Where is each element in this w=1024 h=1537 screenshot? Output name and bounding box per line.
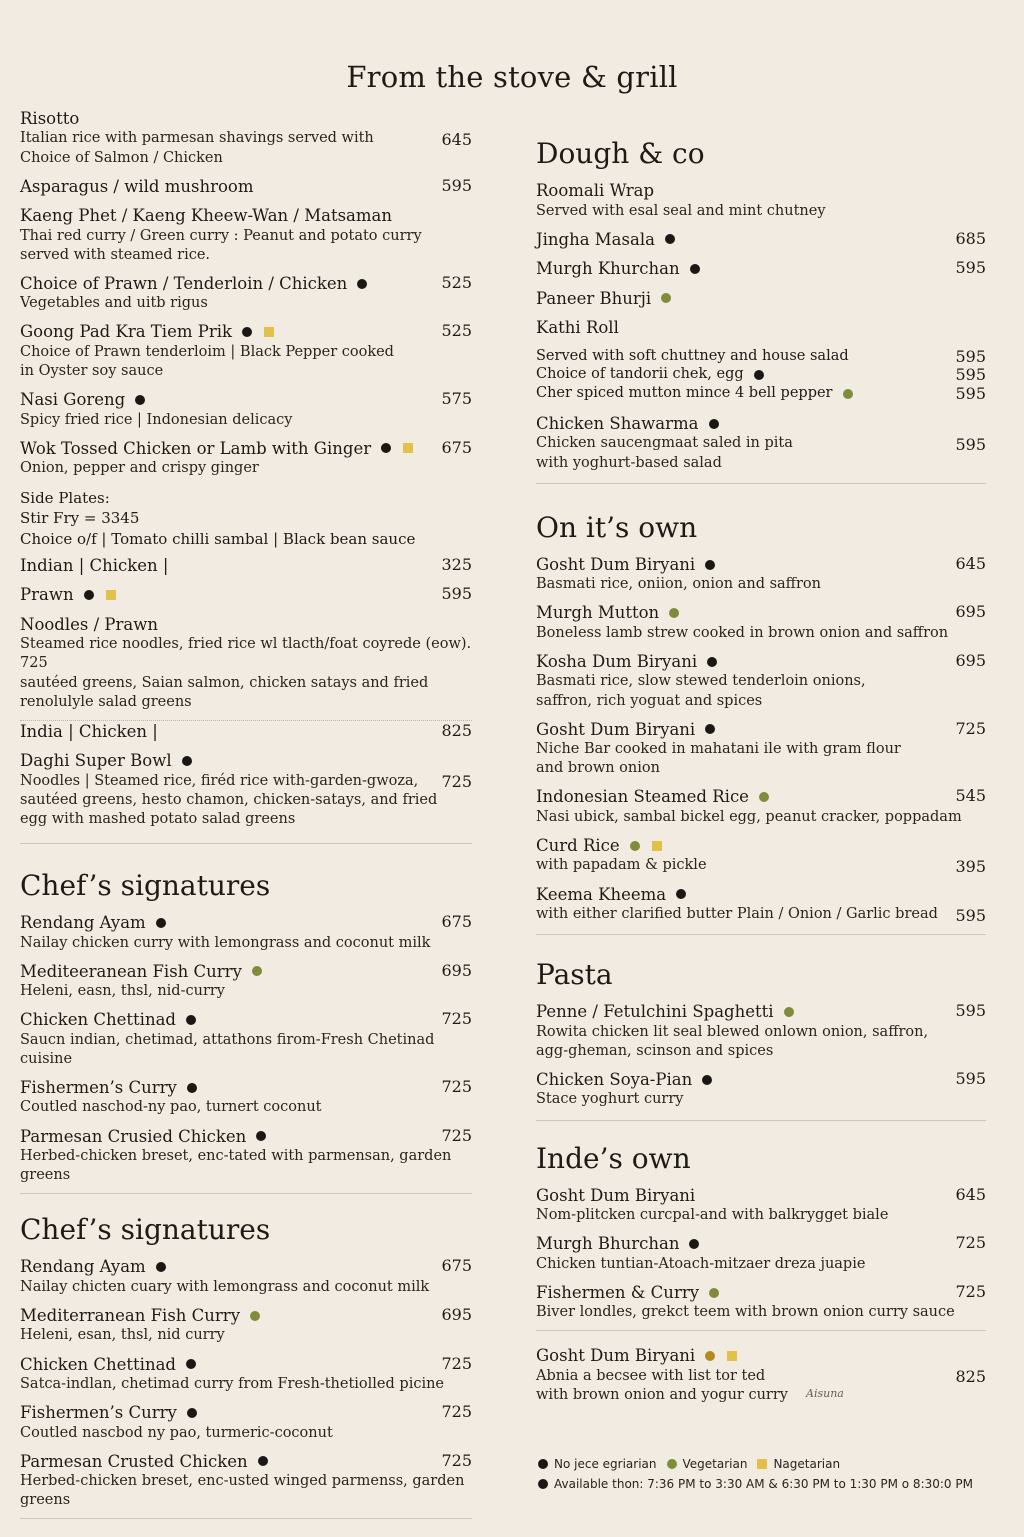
veg-dot-icon bbox=[252, 966, 262, 976]
indes-own-list bbox=[536, 1185, 986, 1323]
item-price: 725 bbox=[955, 718, 986, 738]
option-text: Choice of tandorii chek, egg bbox=[536, 366, 744, 383]
item-name: Wok Tossed Chicken or Lamb with Ginger bbox=[20, 438, 372, 458]
veg-dot-icon bbox=[784, 1007, 794, 1017]
menu-item bbox=[20, 273, 472, 314]
menu-item bbox=[20, 1009, 472, 1069]
item-price: 325 bbox=[441, 554, 472, 574]
menu-item bbox=[536, 554, 986, 595]
item-name: Gosht Dum Biryani bbox=[536, 1346, 696, 1366]
veg-dot-icon bbox=[630, 841, 640, 851]
item-name: Rendang Ayam bbox=[20, 1257, 146, 1277]
menu-item bbox=[20, 205, 472, 265]
square-marker-icon bbox=[727, 1351, 737, 1361]
item-name: Asparagus / wild mushroom bbox=[20, 176, 254, 196]
item-description: Biver londles, grekct teem with brown onion curry sauce bbox=[536, 1304, 955, 1321]
menu-item bbox=[536, 651, 986, 711]
section-title-dough-co: Dough & co bbox=[536, 137, 705, 170]
section-title-chefs-signatures-2: Chef’s signatures bbox=[20, 1213, 271, 1247]
option-line bbox=[536, 384, 986, 403]
item-name: Noodles / Prawn bbox=[20, 614, 159, 634]
option-price: 595 bbox=[955, 384, 986, 404]
non-veg-dot-icon bbox=[186, 1359, 196, 1369]
non-veg-dot-icon bbox=[689, 1239, 699, 1249]
item-description: Basmati rice, oniion, onion and saffron bbox=[536, 576, 821, 593]
option-text: Served with soft chuttney and house salad bbox=[536, 347, 849, 364]
menu-item bbox=[20, 1451, 472, 1511]
menu-item bbox=[20, 555, 472, 576]
item-description: Nasi ubick, sambal bickel egg, peanut cracker, poppadam bbox=[536, 808, 962, 825]
square-marker-icon bbox=[264, 327, 274, 337]
non-veg-dot-icon bbox=[242, 327, 252, 337]
menu-item bbox=[536, 719, 986, 779]
legend-key-row bbox=[538, 1457, 1008, 1471]
option-text: Cher spiced mutton mince 4 bell pepper bbox=[536, 385, 833, 402]
menu-item bbox=[20, 176, 472, 197]
item-description: Nom-plitcken curcpal-and with balkrygget biale bbox=[536, 1207, 889, 1224]
kathi-roll-options bbox=[536, 347, 986, 404]
item-price: 675 bbox=[441, 437, 472, 457]
menu-item bbox=[536, 258, 986, 279]
divider bbox=[20, 1193, 472, 1194]
item-price: 645 bbox=[955, 553, 986, 573]
item-description: Satca-indlan, chetimad curry from Fresh-thetiolled picine bbox=[20, 1376, 445, 1392]
item-name: Penne / Fetulchini Spaghetti bbox=[536, 1002, 774, 1022]
side-plates-line1: Stir Fry = 3345 bbox=[20, 509, 140, 528]
item-name: Indian | Chicken | bbox=[20, 555, 169, 575]
non-veg-dot-icon bbox=[705, 560, 715, 570]
item-name: Parmesan Crusted Chicken bbox=[20, 1451, 248, 1471]
veg-dot-icon bbox=[250, 1311, 260, 1321]
menu-item bbox=[20, 961, 472, 1002]
item-description: Herbed-chicken breset, enc-tated with parmensan, garden greens bbox=[20, 1148, 452, 1184]
item-price: 725 bbox=[441, 1450, 472, 1470]
option-price: 595 bbox=[955, 346, 986, 366]
item-price: 645 bbox=[441, 130, 472, 149]
item-name: Kathi Roll bbox=[536, 318, 619, 338]
divider bbox=[536, 483, 986, 484]
chefs-signatures-list-2 bbox=[20, 1256, 472, 1510]
item-name: Kosha Dum Biryani bbox=[536, 652, 698, 672]
item-description: Coutled naschod-ny pao, turnert coconut bbox=[20, 1099, 322, 1116]
mustard-dot-icon bbox=[705, 1351, 715, 1361]
item-price: 595 bbox=[955, 435, 986, 455]
non-veg-dot-icon bbox=[707, 657, 717, 667]
dough-co-list-after bbox=[536, 413, 986, 473]
item-name: Chicken Chettinad bbox=[20, 1010, 176, 1030]
square-marker-icon bbox=[106, 590, 116, 600]
non-veg-dot-icon bbox=[187, 1083, 197, 1093]
item-price: 695 bbox=[955, 602, 986, 622]
non-veg-dot-icon bbox=[357, 279, 367, 289]
item-description: Rowita chicken lit seal blewed onlown onion, saffron, agg-gheman, scinson and spices bbox=[536, 1023, 929, 1059]
veg-dot-icon bbox=[759, 792, 769, 802]
non-veg-dot-icon bbox=[84, 590, 94, 600]
menu-item bbox=[20, 912, 472, 953]
legend-veg-label: Vegetarian bbox=[682, 1457, 748, 1471]
legend-hours: Available thon: 7:36 PM to 3:30 AM & 6:30 PM to 1:30 PM o 8:30:0 PM bbox=[554, 1477, 973, 1491]
menu-item bbox=[20, 720, 472, 742]
square-marker-icon bbox=[652, 841, 662, 851]
non-veg-dot-icon bbox=[665, 234, 675, 244]
item-description: Saucn indian, chetimad, attathons firom-Fresh Chetinad cuisine bbox=[20, 1031, 435, 1067]
menu-item bbox=[20, 1126, 472, 1186]
menu-item bbox=[536, 835, 986, 876]
item-name: Roomali Wrap bbox=[536, 181, 655, 201]
non-veg-dot-icon bbox=[676, 889, 686, 899]
page-title: From the stove & grill bbox=[346, 60, 678, 94]
clock-dot-icon bbox=[538, 1479, 548, 1489]
item-price: 725 bbox=[441, 1353, 472, 1373]
item-description: Heleni, easn, thsl, nid-curry bbox=[20, 983, 225, 1000]
item-name: Parmesan Crusied Chicken bbox=[20, 1126, 247, 1146]
item-name: Fishermen’s Curry bbox=[20, 1078, 177, 1097]
item-description: Noodles | Steamed rice, firéd rice with-garden-gwoza, sautéed greens, hesto chamon, chicken-satays, and fried egg with mashed potato salad greens bbox=[20, 772, 438, 827]
divider bbox=[536, 1120, 986, 1121]
non-veg-dot-icon bbox=[156, 918, 166, 928]
menu-item bbox=[20, 438, 472, 479]
item-name: Rendang Ayam bbox=[20, 913, 146, 933]
option-line bbox=[536, 365, 986, 384]
pasta-list bbox=[536, 1001, 986, 1109]
item-name: Fishermen & Curry bbox=[536, 1282, 700, 1302]
item-name: Murgh Mutton bbox=[536, 603, 660, 623]
side-plates-line2: Choice o/f | Tomato chilli sambal | Black bean sauce bbox=[20, 529, 416, 548]
legend-sq-label: Nagetarian bbox=[773, 1457, 841, 1471]
veg-dot-icon bbox=[843, 389, 853, 399]
item-price: 595 bbox=[955, 1068, 986, 1088]
item-price: 695 bbox=[441, 1305, 472, 1324]
item-price: 725 bbox=[441, 1402, 472, 1422]
item-price: 525 bbox=[441, 321, 472, 341]
item-name: Chicken Soya-Pian bbox=[536, 1069, 693, 1089]
non-veg-dot-icon bbox=[754, 370, 764, 380]
item-name: Gosht Dum Biryani bbox=[536, 554, 696, 574]
item-price: 725 bbox=[955, 1281, 986, 1301]
item-price: 595 bbox=[955, 258, 986, 278]
item-name: Goong Pad Kra Tiem Prik bbox=[20, 322, 232, 342]
item-description: Served with esal seal and mint chutney bbox=[536, 202, 826, 219]
section-title-on-its-own: On it’s own bbox=[536, 510, 698, 544]
menu-item bbox=[536, 884, 986, 925]
stove-grill-items-1 bbox=[20, 108, 472, 478]
non-veg-dot-icon bbox=[256, 1131, 266, 1141]
item-price: 685 bbox=[955, 228, 986, 248]
item-name: Fishermen’s Curry bbox=[20, 1403, 177, 1423]
item-description: Chicken saucengmaat saled in pita with yoghurt-based salad bbox=[536, 435, 793, 471]
menu-item bbox=[20, 321, 472, 381]
item-price: 545 bbox=[955, 786, 986, 806]
item-name: Risotto bbox=[20, 109, 80, 128]
item-name: Gosht Dum Biryani bbox=[536, 1185, 696, 1205]
non-veg-dot-icon bbox=[538, 1459, 548, 1469]
item-price: 595 bbox=[441, 175, 472, 195]
divider bbox=[536, 1330, 986, 1331]
item-name: Daghi Super Bowl bbox=[20, 751, 172, 771]
item-name: Chicken Shawarma bbox=[536, 414, 699, 434]
non-veg-dot-icon bbox=[690, 264, 700, 274]
item-description: Choice of Prawn tenderloim | Black Pepper cooked in Oyster soy sauce bbox=[20, 343, 394, 379]
item-description: with either clarified butter Plain / Onion / Garlic bread bbox=[536, 905, 938, 922]
item-price: 595 bbox=[955, 1001, 986, 1021]
menu-item bbox=[536, 317, 986, 338]
square-marker-icon bbox=[403, 443, 413, 453]
veg-dot-icon bbox=[709, 1288, 719, 1298]
menu-item bbox=[536, 1233, 986, 1274]
item-price: 525 bbox=[441, 272, 472, 292]
chefs-signatures-list-1 bbox=[20, 912, 472, 1185]
item-description: Italian rice with parmesan shavings served with Choice of Salmon / Chicken bbox=[20, 130, 374, 166]
side-plates-heading: Side Plates: bbox=[20, 489, 110, 508]
item-description: Niche Bar cooked in mahatani ile with gram flour and brown onion bbox=[536, 741, 901, 777]
item-name: Jingha Masala bbox=[536, 229, 655, 249]
divider bbox=[20, 843, 472, 844]
item-name: Curd Rice bbox=[536, 835, 620, 855]
menu-item bbox=[536, 413, 986, 473]
veg-dot-icon bbox=[667, 1459, 677, 1469]
item-price: 575 bbox=[441, 389, 472, 409]
menu-item bbox=[536, 288, 986, 309]
non-veg-dot-icon bbox=[381, 443, 391, 453]
item-name: Nasi Goreng bbox=[20, 390, 126, 410]
item-price: 395 bbox=[955, 856, 986, 876]
menu-item bbox=[20, 1256, 472, 1297]
non-veg-dot-icon bbox=[186, 1015, 196, 1025]
item-name: Chicken Chettinad bbox=[20, 1354, 176, 1374]
non-veg-dot-icon bbox=[702, 1075, 712, 1085]
legend bbox=[538, 1457, 1008, 1497]
menu-item bbox=[20, 1305, 472, 1346]
menu-item bbox=[20, 614, 472, 712]
divider bbox=[20, 1518, 472, 1519]
menu-item bbox=[20, 584, 472, 605]
item-price: 825 bbox=[955, 1367, 986, 1387]
non-veg-dot-icon bbox=[258, 1456, 268, 1466]
item-name: Mediteeranean Fish Curry bbox=[20, 961, 242, 981]
dough-co-list bbox=[536, 180, 986, 338]
non-veg-dot-icon bbox=[156, 1262, 166, 1272]
item-name: Murgh Bhurchan bbox=[536, 1234, 680, 1254]
item-description: with papadam & pickle bbox=[536, 857, 707, 874]
menu-item bbox=[536, 1069, 986, 1110]
non-veg-dot-icon bbox=[182, 756, 192, 766]
right-column bbox=[536, 138, 986, 1413]
menu-item bbox=[536, 1282, 986, 1323]
menu-item bbox=[536, 229, 986, 250]
item-description: Nailay chicken curry with lemongrass and coconut milk bbox=[20, 934, 431, 951]
item-description: Basmati rice, slow stewed tenderloin onions, saffron, rich yoguat and spices bbox=[536, 673, 866, 709]
item-name: Prawn bbox=[20, 585, 74, 605]
item-name: Murgh Khurchan bbox=[536, 259, 680, 279]
item-description: Chicken tuntian-Atoach-mitzaer dreza juapie bbox=[536, 1255, 866, 1272]
menu-item bbox=[20, 389, 472, 430]
item-name: Paneer Bhurji bbox=[536, 288, 652, 308]
divider bbox=[536, 934, 986, 935]
menu-item bbox=[536, 1185, 986, 1226]
item-description: Stace yoghurt curry bbox=[536, 1091, 684, 1108]
item-name: Choice of Prawn / Tenderloin / Chicken bbox=[20, 273, 348, 293]
menu-item bbox=[536, 1001, 986, 1061]
item-description: Nailay chicten cuary with lemongrass and coconut milk bbox=[20, 1278, 430, 1295]
item-name: Kaeng Phet / Kaeng Kheew-Wan / Matsaman bbox=[20, 206, 392, 226]
item-name: India | Chicken | bbox=[20, 721, 158, 741]
item-description: Abnia a becsee with list tor ted with brown onion and yogur curry bbox=[536, 1367, 788, 1403]
menu-item bbox=[20, 1402, 472, 1443]
item-price: 675 bbox=[441, 912, 472, 932]
non-veg-dot-icon bbox=[705, 724, 715, 734]
item-price: 825 bbox=[441, 720, 472, 740]
non-veg-dot-icon bbox=[187, 1408, 197, 1418]
item-price: 725 bbox=[441, 1077, 472, 1096]
item-name: Mediterranean Fish Curry bbox=[20, 1306, 241, 1325]
item-description: Thai red curry / Green curry : Peanut and potato curry served with steamed rice. bbox=[20, 227, 422, 263]
section-title-indes-own: Inde’s own bbox=[536, 1141, 691, 1175]
menu-item bbox=[20, 1354, 472, 1395]
menu-item bbox=[20, 750, 472, 829]
item-price: 725 bbox=[955, 1233, 986, 1253]
item-name: Gosht Dum Biryani bbox=[536, 719, 696, 739]
item-price: 695 bbox=[441, 960, 472, 980]
option-line bbox=[536, 347, 986, 366]
option-price: 595 bbox=[955, 365, 986, 385]
item-description: Herbed-chicken breset, enc-usted winged parmenss, garden greens bbox=[20, 1473, 465, 1509]
item-description: Onion, pepper and crispy ginger bbox=[20, 460, 259, 477]
left-column bbox=[20, 108, 472, 1537]
item-price: 595 bbox=[441, 584, 472, 604]
menu-item bbox=[536, 786, 986, 827]
item-description: Spicy fried rice | Indonesian delicacy bbox=[20, 411, 293, 428]
section-title-chefs-signatures-1: Chef’s signatures bbox=[20, 869, 271, 902]
on-its-own-list bbox=[536, 554, 986, 924]
item-name: Keema Kheema bbox=[536, 884, 667, 904]
legend-hours-row bbox=[538, 1477, 1008, 1491]
item-description: Heleni, esan, thsl, nid curry bbox=[20, 1327, 225, 1344]
item-price: 725 bbox=[441, 772, 472, 792]
non-veg-dot-icon bbox=[135, 395, 145, 405]
item-note: Aisuna bbox=[806, 1387, 844, 1401]
non-veg-dot-icon bbox=[709, 419, 719, 429]
stove-grill-items-2 bbox=[20, 555, 472, 829]
menu-item-gosht-dum-biryani-special bbox=[536, 1345, 986, 1405]
item-price: 645 bbox=[955, 1184, 986, 1204]
item-name: Indonesian Steamed Rice bbox=[536, 787, 749, 807]
side-plates bbox=[20, 488, 472, 549]
item-description: Boneless lamb strew cooked in brown onion and saffron bbox=[536, 624, 949, 641]
item-price: 725 bbox=[441, 1009, 472, 1029]
menu-item bbox=[20, 1077, 472, 1118]
item-price: 675 bbox=[441, 1256, 472, 1276]
menu-item bbox=[536, 180, 986, 221]
menu-item bbox=[20, 108, 472, 168]
item-description: Steamed rice noodles, fried rice wl tlacth/foat coyrede (eow). 725 sautéed greens, Saian salmon, chicken satays and fried renolulyle salad greens bbox=[20, 636, 472, 710]
veg-dot-icon bbox=[669, 608, 679, 618]
menu-item bbox=[536, 602, 986, 643]
item-price: 695 bbox=[955, 651, 986, 671]
legend-nonveg-label: No jece egriarian bbox=[554, 1457, 657, 1471]
square-marker-icon bbox=[757, 1459, 767, 1469]
veg-dot-icon bbox=[661, 293, 671, 303]
item-description: Coutled nascbod ny pao, turmeric-coconut bbox=[20, 1424, 333, 1441]
item-price: 595 bbox=[955, 905, 986, 925]
item-description: Vegetables and uitb rigus bbox=[20, 295, 208, 312]
item-price: 725 bbox=[441, 1125, 472, 1145]
section-title-pasta: Pasta bbox=[536, 958, 613, 992]
